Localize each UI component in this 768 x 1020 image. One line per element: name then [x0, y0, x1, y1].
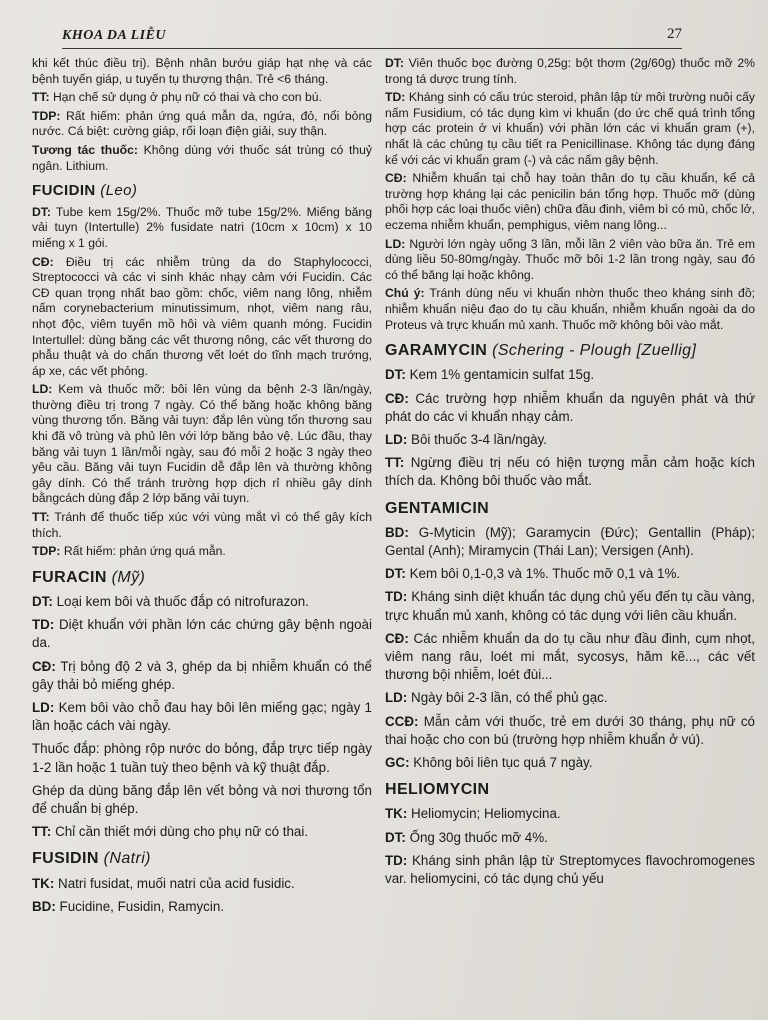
entry-paragraph: [32, 510, 372, 541]
entry-paragraph: [385, 366, 755, 384]
field-text: Kem bôi vào chỗ đau hay bôi lên miếng gạc; ngày 1 lần hoặc cách vài ngày.: [32, 700, 372, 734]
field-label: TD:: [385, 852, 408, 868]
entry-paragraph: [385, 431, 755, 449]
drug-origin: (Mỹ): [111, 568, 146, 586]
entry-paragraph: [385, 754, 755, 772]
entry-paragraph: [385, 829, 755, 847]
field-label: BD:: [385, 524, 409, 540]
field-label: BD:: [32, 898, 56, 914]
field-label: TK:: [32, 875, 55, 891]
field-label: DT:: [385, 829, 406, 845]
drug-name: GARAMYCIN: [385, 342, 488, 360]
field-label: TT:: [32, 510, 50, 525]
field-text: Hạn chế sử dụng ở phụ nữ có thai và cho con bú.: [53, 90, 322, 105]
field-label: LD:: [385, 431, 408, 447]
entry-paragraph: [32, 740, 372, 776]
field-label: TD:: [385, 589, 408, 605]
field-text: Điều trị các nhiễm trùng da do Staphylococci, Streptococci và các vi sinh khác nhạy cảm với Fucidin. Các CĐ quan trọng nhất bao gồm: chốc, viêm nang lông, nhiễm nấm corynebacterium minutissimum, nhọt, viêm nang râu, nhọt độc, viêm tuyến mồ hôi và viêm quanh móng. Fucidin Intertullel: dùng băng các vết thương nông, các vết thương do phẫu thuật và do chấn thương vết loét do tĩnh mạch trướng, áp xe, các vết phỏng.: [32, 254, 372, 378]
field-label: CĐ:: [385, 630, 409, 646]
running-header: [62, 26, 682, 49]
field-label: LD:: [32, 382, 53, 397]
field-text: Tube kem 15g/2%. Thuốc mỡ tube 15g/2%. Miếng băng vải tuyn (Intertulle) 2% fusidate natri (10cm x 10cm) x 10 miếng x 1 gói.: [32, 204, 372, 250]
entry-paragraph: [32, 382, 372, 507]
field-text: Kháng sinh diệt khuẩn tác dụng chủ yếu đến tụ cầu vàng, trực khuẩn mủ xanh, không có tác dụng với liên cầu khuẩn.: [385, 589, 755, 623]
entry-paragraph: [32, 782, 372, 818]
drug-name: FURACIN: [32, 568, 107, 586]
drug-heading-garamycin: [385, 342, 755, 360]
entry-paragraph: [385, 805, 755, 823]
field-text: Kem bôi 0,1-0,3 và 1%. Thuốc mỡ 0,1 và 1%.: [409, 566, 681, 582]
field-label: TD:: [32, 617, 55, 633]
heliomycin-entry: [385, 805, 755, 888]
field-text: Ống 30g thuốc mỡ 4%.: [409, 829, 548, 845]
entry-paragraph: [32, 616, 372, 652]
entry-paragraph: [32, 56, 372, 87]
field-label: Tương tác thuốc:: [32, 142, 138, 157]
entry-paragraph: [385, 689, 755, 707]
field-label: GC:: [385, 754, 410, 770]
field-label: TK:: [385, 806, 408, 822]
field-text: Chỉ cần thiết mới dùng cho phụ nữ có thai.: [55, 824, 309, 840]
field-label: CCĐ:: [385, 713, 419, 729]
drug-heading-furacin: [32, 569, 372, 587]
field-label: TD:: [385, 90, 406, 105]
field-text: Kháng sinh phân lập từ Streptomyces flavochromogenes var. heliomycini, có tác dụng chủ yếu: [385, 852, 755, 886]
field-text: Kháng sinh có cấu trúc steroid, phân lập từ môi trường nuôi cấy nấm Fusidium, có tác dụng kìm vi khuẩn (do ức chế quá trình tổng hợp các protein ở vi khuẩn) với phần lớn các vi khuẩn gram (+), nhất là các chủng tụ cầu tiết ra Penicillinase. Không tác dụng đáng kể với các vi khuẩn gram (-) và các nấm gây bệnh.: [385, 90, 755, 167]
drug-name: GENTAMICIN: [385, 499, 490, 517]
field-text: Kem và thuốc mỡ: bôi lên vùng da bệnh 2-3 lần/ngày, thường điều trị trong 7 ngày. Có thể băng hoặc không băng vùng thương tổn. Băng vải tuyn: đắp lên vùng tổn thương sau khi đã vô trùng và phủ lên với lớp băng bảo vệ. Lúc đầu, thay băng vải tuyn 1 lần/mỗi ngày, sau đó mỗi 2 hoặc 3 ngày theo yêu cầu. Băng vải tuyn Fucidin dễ đắp lên và thường không gây dính. Có thể tránh trường hợp dịch rỉ nhiều gây dính bằngcách dùng đắp 2 lớp băng vải tuyn.: [32, 382, 372, 506]
entry-paragraph: [32, 255, 372, 380]
field-text: Bôi thuốc 3-4 lần/ngày.: [411, 431, 548, 447]
entry-paragraph: [32, 90, 372, 106]
field-label: TT:: [32, 824, 52, 840]
entry-paragraph: [385, 630, 755, 685]
field-text: Fucidine, Fusidin, Ramycin.: [59, 898, 225, 914]
entry-paragraph: [32, 823, 372, 841]
gentamicin-entry: [385, 524, 755, 772]
fusidin-continued-entry: [385, 56, 755, 333]
drug-origin: (Schering - Plough [Zuellig]: [492, 342, 697, 360]
field-text: Thuốc đắp: phòng rộp nước do bỏng, đắp trực tiếp ngày 1-2 lần hoặc 1 tuần tuỳ theo bệnh và kỹ thuật đắp.: [32, 741, 372, 775]
entry-paragraph: [385, 852, 755, 888]
entry-paragraph: [32, 143, 372, 174]
drug-heading-heliomycin: [385, 781, 755, 799]
field-text: Natri fusidat, muối natri của acid fusidic.: [58, 875, 295, 891]
field-label: TT:: [32, 90, 50, 105]
continued-entry: [32, 56, 372, 174]
entry-paragraph: [385, 454, 755, 490]
drug-heading-fucidin: [32, 183, 372, 199]
entry-paragraph: [385, 588, 755, 624]
field-text: Diệt khuẩn với phần lớn các chứng gây bệnh ngoài da.: [32, 617, 372, 651]
right-column: [385, 56, 755, 893]
field-text: Rất hiếm: phản ứng quá mẫn da, ngứa, đỏ, nổi bỏng nước. Cá biệt: cường giáp, rối loạn điện giải, suy thận.: [32, 108, 372, 139]
field-text: Tránh để thuốc tiếp xúc với vùng mắt vì có thể gây kích thích.: [32, 510, 372, 540]
field-text: Mẫn cảm với thuốc, trẻ em dưới 30 tháng, phụ nữ có thai hoặc cho con bú (trường hợp nhiễm khuẩn ở vú).: [385, 713, 755, 747]
entry-paragraph: [385, 90, 755, 168]
field-text: Ngừng điều trị nếu có hiện tượng mẫn cảm hoặc kích thích da. Không bôi thuốc vào mắt.: [385, 455, 755, 489]
field-label: LD:: [385, 690, 408, 706]
field-label: CĐ:: [32, 254, 54, 269]
field-text: Trị bỏng độ 2 và 3, ghép da bị nhiễm khuẩn có thể gây thải bỏ miếng ghép.: [32, 658, 372, 692]
entry-paragraph: [385, 237, 755, 284]
field-text: Các trường hợp nhiễm khuẩn da nguyên phát và thứ phát do các vi khuẩn nhạy cảm.: [385, 390, 755, 424]
field-label: TT:: [385, 455, 405, 471]
field-text: Loại kem bôi và thuốc đắp có nitrofurazon.: [56, 594, 309, 610]
field-label: DT:: [32, 594, 53, 610]
field-label: TDP:: [32, 108, 61, 123]
field-text: Tránh dùng nếu vi khuẩn nhờn thuốc theo kháng sinh đồ; nhiễm khuẩn niệu đạo do tụ cầu khuẩn, nhiễm khuẩn ngoài da do Proteus và trực khuẩn mủ xanh. Thuốc mỡ không bôi vào mắt.: [385, 286, 755, 332]
entry-paragraph: [32, 544, 372, 560]
drug-heading-gentamicin: [385, 500, 755, 518]
entry-paragraph: [32, 658, 372, 694]
field-text: khi kết thúc điều trị). Bệnh nhân bướu giáp hạt nhẹ và các bệnh tuyến giáp, u tuyến tụ thượng thận. Trẻ <6 tháng.: [32, 56, 372, 86]
garamycin-entry: [385, 366, 755, 490]
drug-heading-fusidin: [32, 850, 372, 868]
entry-paragraph: [385, 171, 755, 233]
field-label: DT:: [385, 566, 406, 582]
field-text: G-Myticin (Mỹ); Garamycin (Đức); Gentallin (Pháp); Gental (Anh); Miramycin (Thái Lan); Versigen (Anh).: [385, 524, 755, 558]
field-text: Viên thuốc bọc đường 0,25g: bột thơm (2g/60g) thuốc mỡ 2% trong tá dược trung tính.: [385, 56, 755, 86]
field-text: Không bôi liên tục quá 7 ngày.: [413, 754, 593, 770]
field-text: Heliomycin; Heliomycina.: [411, 806, 561, 822]
page-number: 27: [667, 26, 682, 42]
field-text: Các nhiễm khuẩn da do tụ cầu như đầu đinh, cụm nhọt, viêm nang râu, loét mi mắt, sycosys, hăm kẽ..., các vết thương bội nhiễm, loét đùi...: [385, 630, 755, 683]
entry-paragraph: [32, 109, 372, 140]
field-label: DT:: [32, 204, 51, 219]
drug-origin: (Leo): [100, 182, 138, 200]
field-text: Người lớn ngày uống 3 lần, mỗi lần 2 viên vào bữa ăn. Trẻ em dùng liều 50-80mg/ngày. Thuốc mỡ bôi 1-2 lần trong ngày, sau đó có thể băng lại hoặc không.: [385, 236, 755, 282]
entry-paragraph: [385, 713, 755, 749]
entry-paragraph: [385, 286, 755, 333]
drug-origin: (Natri): [103, 850, 151, 868]
field-label: CĐ:: [385, 390, 409, 406]
fucidin-entry: [32, 205, 372, 560]
entry-paragraph: [32, 898, 372, 916]
field-text: Rất hiếm: phản ứng quá mẫn.: [63, 544, 226, 559]
field-label: CĐ:: [32, 658, 56, 674]
entry-paragraph: [32, 593, 372, 611]
field-label: TDP:: [32, 544, 61, 559]
fusidin-entry: [32, 875, 372, 916]
field-label: CĐ:: [385, 171, 407, 186]
entry-paragraph: [385, 524, 755, 560]
field-label: LD:: [32, 700, 55, 716]
entry-paragraph: [385, 565, 755, 583]
entry-paragraph: [385, 390, 755, 426]
field-label: DT:: [385, 367, 406, 383]
furacin-entry: [32, 593, 372, 841]
field-text: Không dùng với thuốc sát trùng có thuỷ ngân. Lithium.: [32, 142, 373, 173]
drug-name: FUSIDIN: [32, 850, 99, 868]
drug-name: FUCIDIN: [32, 182, 96, 200]
field-text: Ghép da dùng băng đắp lên vết bỏng và nơi thương tổn để chuẩn bị ghép.: [32, 782, 372, 817]
field-text: Kem 1% gentamicin sulfat 15g.: [409, 367, 595, 383]
entry-paragraph: [385, 56, 755, 87]
drug-name: HELIOMYCIN: [385, 781, 490, 799]
field-text: Ngày bôi 2-3 lần, có thể phủ gạc.: [411, 690, 608, 706]
entry-paragraph: [32, 205, 372, 252]
left-column: [32, 56, 372, 921]
entry-paragraph: [32, 875, 372, 893]
chapter-title: KHOA DA LIỄU: [62, 28, 167, 43]
field-label: DT:: [385, 56, 404, 70]
field-label: LD:: [385, 236, 406, 251]
field-text: Nhiễm khuẩn tại chỗ hay toàn thân do tụ cầu khuẩn, kể cả trường hợp kháng lại các penicilin bán tổng hợp. Thuốc mỡ (dùng phối hợp các loại thuốc viên) chữa đầu đinh, viêm bì có mủ, chốc lở, eczema nhiễm khuẩn, pemphigus, viêm nang lông...: [385, 171, 755, 232]
entry-paragraph: [32, 699, 372, 735]
field-label: Chú ý:: [385, 286, 425, 301]
